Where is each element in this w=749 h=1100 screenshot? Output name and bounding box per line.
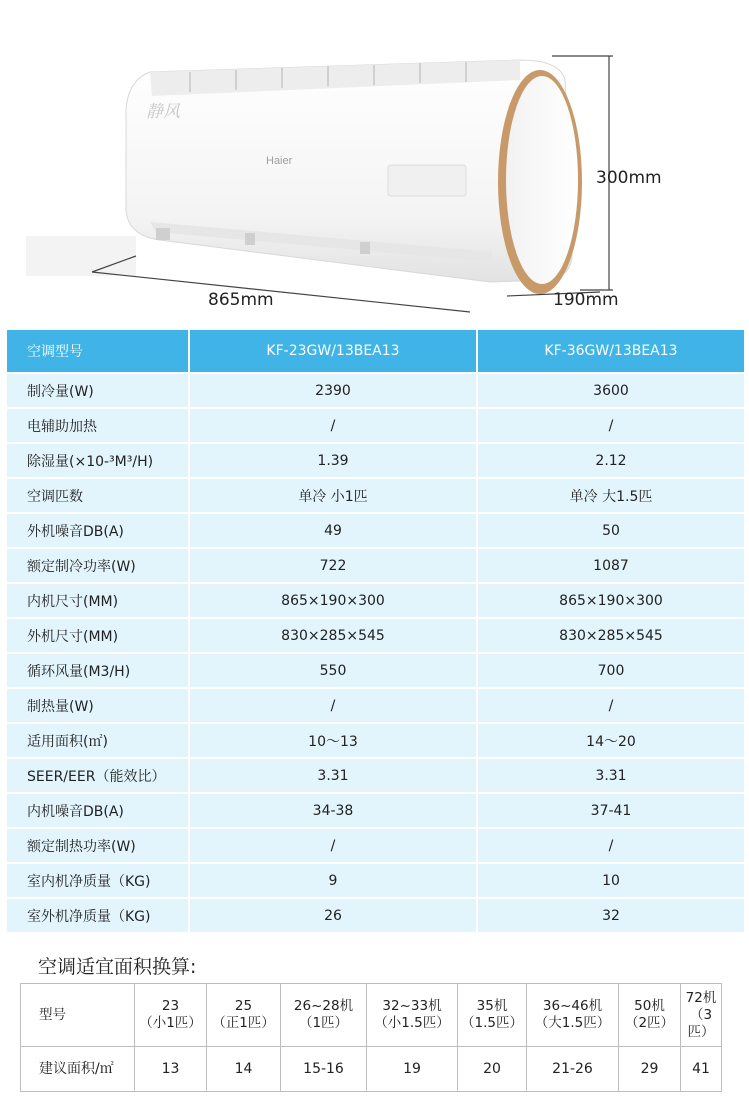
spec-header-label: 空调型号	[7, 330, 190, 372]
spec-row-value: 32	[478, 899, 744, 932]
area-model-name: 25	[234, 998, 253, 1014]
area-value-cell: 21-26	[526, 1047, 618, 1091]
area-model-cell	[457, 984, 526, 1046]
spec-row-value: 2390	[190, 374, 478, 407]
spec-row-value: 550	[190, 654, 478, 687]
spec-row	[7, 864, 744, 899]
spec-row-value: 722	[190, 549, 478, 582]
spec-row-value: 865×190×300	[190, 584, 478, 617]
spec-row-value: 2.12	[478, 444, 744, 477]
area-model-cell	[366, 984, 457, 1046]
spec-row-label: 制冷量(W)	[7, 374, 190, 407]
spec-row-value: 26	[190, 899, 478, 932]
area-model-cell	[680, 984, 721, 1046]
area-model-hp: （大1.5匹）	[534, 1015, 611, 1031]
spec-row-value: 865×190×300	[478, 584, 744, 617]
spec-row-value: 50	[478, 514, 744, 547]
height-dimension-label: 300mm	[596, 168, 662, 188]
spec-row-label: 内机尺寸(MM)	[7, 584, 190, 617]
spec-row-value: 10～13	[190, 724, 478, 757]
area-value-cell: 41	[680, 1047, 721, 1091]
width-dimension-label: 865mm	[208, 290, 274, 310]
spec-row-value: /	[190, 829, 478, 862]
spec-row-value: 3.31	[478, 759, 744, 792]
area-value-cell: 19	[366, 1047, 457, 1091]
area-model-name: 26~28机	[293, 998, 354, 1014]
area-model-cell	[280, 984, 366, 1046]
spec-header-model-2: KF-36GW/13BEA13	[478, 330, 744, 372]
spec-row	[7, 899, 744, 934]
spec-row-value: 14～20	[478, 724, 744, 757]
area-model-cell	[526, 984, 618, 1046]
spec-row	[7, 549, 744, 584]
spec-row-value: 1.39	[190, 444, 478, 477]
area-model-name: 36~46机	[542, 998, 603, 1014]
spec-row	[7, 794, 744, 829]
area-value-cell: 13	[134, 1047, 206, 1091]
spec-row-label: SEER/EER（能效比）	[7, 759, 190, 792]
spec-row-label: 外机尺寸(MM)	[7, 619, 190, 652]
spec-row	[7, 514, 744, 549]
spec-row-label: 循环风量(M3/H)	[7, 654, 190, 687]
spec-row-label: 内机噪音DB(A)	[7, 794, 190, 827]
area-value-cell: 14	[206, 1047, 280, 1091]
spec-row-value: 单冷 小1匹	[190, 479, 478, 512]
spec-row-label: 额定制冷功率(W)	[7, 549, 190, 582]
spec-header-row	[7, 330, 744, 374]
spec-header-model-1: KF-23GW/13BEA13	[190, 330, 478, 372]
area-value-cell: 15-16	[280, 1047, 366, 1091]
brand-script-logo: 静风	[146, 102, 180, 122]
spec-row	[7, 654, 744, 689]
spec-row-label: 除湿量(×10-³M³/H)	[7, 444, 190, 477]
area-model-hp: （小1.5匹）	[374, 1015, 450, 1031]
area-conversion-title: 空调适宜面积换算:	[38, 956, 197, 978]
product-illustration	[0, 0, 749, 325]
spec-row-value: 3600	[478, 374, 744, 407]
spec-row-value: /	[190, 409, 478, 442]
area-model-hp: （1匹）	[298, 1015, 349, 1031]
area-model-name: 35机	[476, 998, 508, 1014]
spec-row	[7, 444, 744, 479]
spec-row	[7, 479, 744, 514]
spec-row-label: 室内机净质量（KG)	[7, 864, 190, 897]
spec-row	[7, 584, 744, 619]
spec-row-value: 37-41	[478, 794, 744, 827]
area-value-cell: 20	[457, 1047, 526, 1091]
spec-row	[7, 724, 744, 759]
spec-row	[7, 409, 744, 444]
area-model-label: 型号	[39, 1006, 66, 1023]
spec-row-value: 830×285×545	[190, 619, 478, 652]
spec-row-label: 电辅助加热	[7, 409, 190, 442]
spec-row-value: 10	[478, 864, 744, 897]
spec-row-value: 34-38	[190, 794, 478, 827]
area-model-name: 23	[161, 998, 180, 1014]
spec-row-label: 制热量(W)	[7, 689, 190, 722]
spec-row	[7, 619, 744, 654]
area-model-hp: （3匹）	[687, 1006, 715, 1040]
spec-row-value: /	[478, 689, 744, 722]
depth-dimension-label: 190mm	[553, 290, 619, 310]
spec-row-value: 700	[478, 654, 744, 687]
haier-logo: Haier	[266, 155, 293, 167]
air-conditioner-drawing	[0, 0, 749, 325]
area-model-row	[21, 984, 721, 1046]
spec-row	[7, 374, 744, 409]
area-model-cell	[618, 984, 680, 1046]
area-model-hp: （2匹）	[624, 1015, 675, 1031]
spec-row	[7, 759, 744, 794]
spec-row-value: /	[190, 689, 478, 722]
spec-row	[7, 829, 744, 864]
spec-row-value: /	[478, 409, 744, 442]
spec-row-value: 1087	[478, 549, 744, 582]
area-value-row	[21, 1046, 721, 1091]
spec-row-label: 外机噪音DB(A)	[7, 514, 190, 547]
area-value-label: 建议面积/㎡	[39, 1060, 114, 1077]
area-model-name: 32~33机	[382, 998, 442, 1014]
spec-row-value: 单冷 大1.5匹	[478, 479, 744, 512]
spec-row-value: 3.31	[190, 759, 478, 792]
spec-row-value: 830×285×545	[478, 619, 744, 652]
spec-row	[7, 689, 744, 724]
spec-row-value: 49	[190, 514, 478, 547]
area-model-name: 72机	[685, 989, 717, 1006]
area-conversion-table	[20, 983, 722, 1092]
area-model-hp: （小1匹）	[139, 1015, 202, 1031]
spec-row-label: 室外机净质量（KG)	[7, 899, 190, 932]
area-model-cell	[134, 984, 206, 1046]
area-model-cell	[206, 984, 280, 1046]
spec-row-label: 适用面积(㎡)	[7, 724, 190, 757]
spec-row-label: 额定制热功率(W)	[7, 829, 190, 862]
spec-row-label: 空调匹数	[7, 479, 190, 512]
spec-row-value: /	[478, 829, 744, 862]
area-model-hp: （正1匹）	[212, 1015, 275, 1031]
area-value-cell: 29	[618, 1047, 680, 1091]
spec-row-value: 9	[190, 864, 478, 897]
area-model-name: 50机	[634, 998, 665, 1014]
spec-table	[7, 330, 744, 934]
area-model-hp: （1.5匹）	[461, 1015, 523, 1031]
